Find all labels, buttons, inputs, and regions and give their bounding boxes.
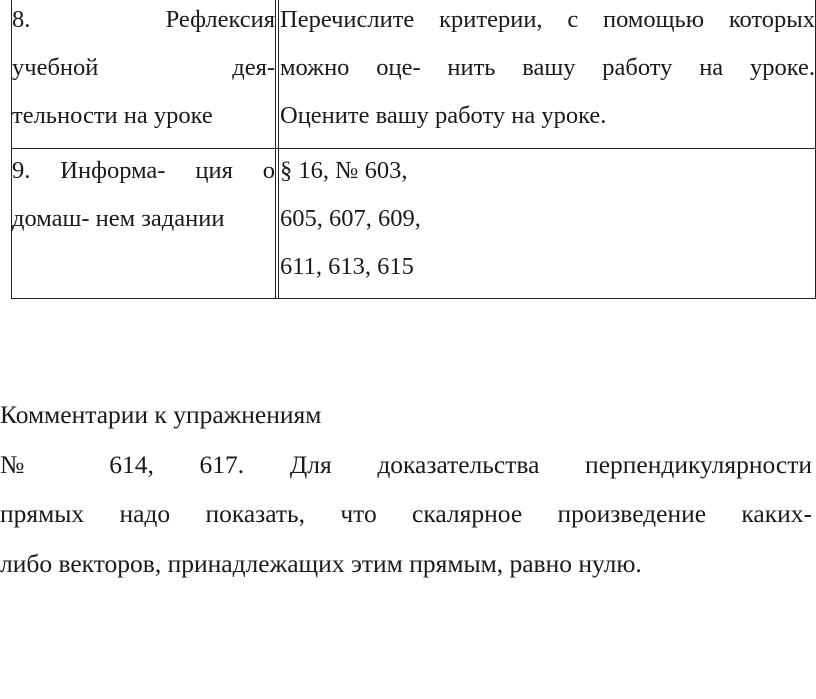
content-text-line: Оцените вашу работу на уроке. xyxy=(280,102,607,129)
comments-heading: Комментарии к упражнениям xyxy=(0,400,322,429)
table-row-homework xyxy=(12,149,815,299)
column-divider xyxy=(275,0,276,148)
comments-paragraph-line: либо векторов, принадлежащих этим прямым, равно нулю. xyxy=(0,548,642,578)
stage-text-line: тельности на уроке xyxy=(12,102,213,129)
content-cell-homework xyxy=(279,149,815,299)
content-text-line: 611, 613, 615 xyxy=(280,253,414,280)
stage-cell-reflection xyxy=(12,0,275,148)
column-divider xyxy=(278,149,279,299)
column-divider xyxy=(807,298,808,299)
column-divider xyxy=(803,298,804,299)
lesson-plan-table xyxy=(11,0,816,299)
comments-paragraph-line: прямых надо показать, что скалярное произведение каких- xyxy=(0,499,812,528)
content-cell-reflection xyxy=(279,0,815,148)
comments-paragraph-line: № 614, 617. Для доказательства перпендикулярности xyxy=(0,449,812,479)
table-row-reflection xyxy=(12,0,815,149)
stage-text-line: домаш- нем задании xyxy=(12,205,225,232)
stage-text-line: 8. Рефлексия xyxy=(12,6,275,33)
content-text-line: 605, 607, 609, xyxy=(280,205,421,232)
content-text-line: § 16, № 603, xyxy=(280,157,408,184)
exercise-comments xyxy=(0,390,816,588)
stage-text-line: 9. Информа- ция о xyxy=(12,157,275,184)
column-divider xyxy=(278,0,279,148)
stage-text-line: учебной дея- xyxy=(12,54,275,81)
content-text-line: можно оце- нить вашу работу на уроке. xyxy=(280,54,815,81)
column-divider xyxy=(275,149,276,299)
content-text-line: Перечислите критерии, с помощью которых xyxy=(280,6,815,33)
stage-cell-homework xyxy=(12,149,275,299)
